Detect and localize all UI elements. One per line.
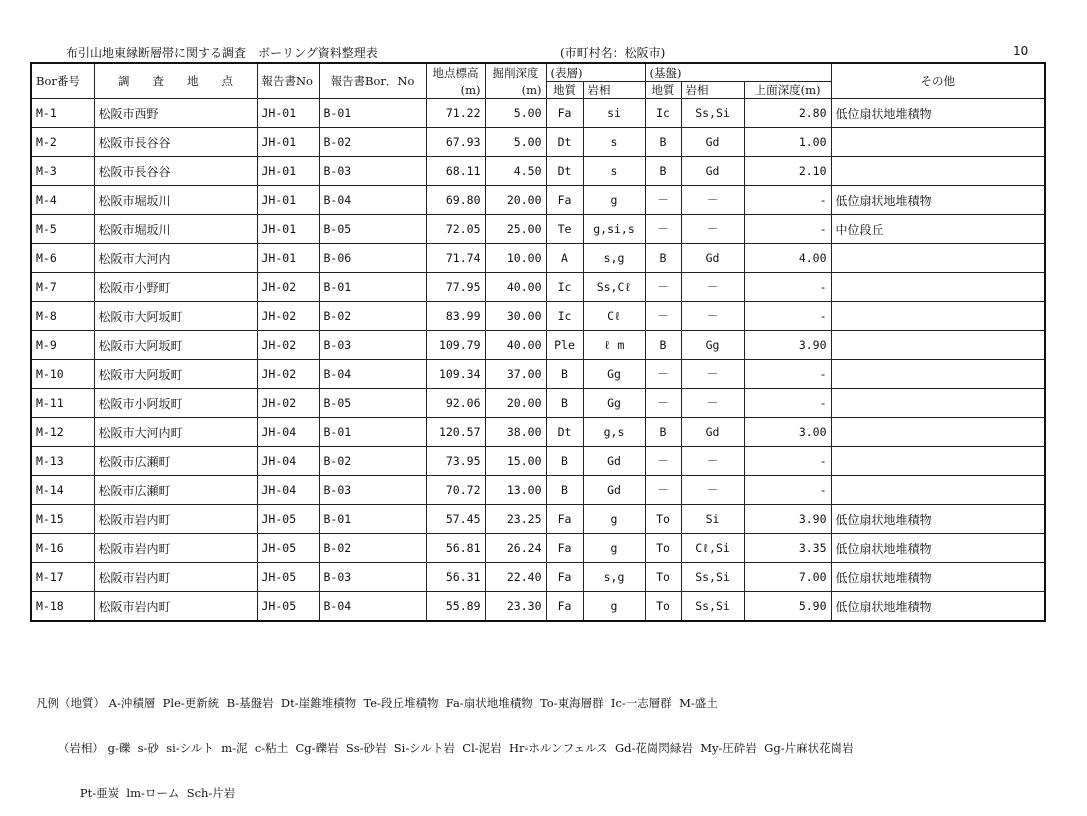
cell-other: 低位扇状地堆積物 — [831, 534, 1045, 563]
cell-top-depth: - — [744, 215, 831, 244]
cell-surface-lithology: g,si,s — [583, 215, 645, 244]
cell-surface-geology: Te — [546, 215, 583, 244]
cell-surface-lithology: g,s — [583, 418, 645, 447]
table-row — [31, 302, 1045, 331]
cell-elevation: 56.31 — [426, 563, 485, 592]
table-row — [31, 157, 1045, 186]
cell-base-geology: － — [645, 215, 681, 244]
cell-top-depth: 5.90 — [744, 592, 831, 622]
cell-location: 松阪市大阿坂町 — [94, 302, 257, 331]
cell-location: 松阪市広瀬町 — [94, 447, 257, 476]
table-row — [31, 418, 1045, 447]
table-row — [31, 389, 1045, 418]
cell-depth: 4.50 — [485, 157, 546, 186]
cell-bor-no: M-3 — [31, 157, 94, 186]
cell-base-lithology: Gg — [681, 331, 744, 360]
cell-bor-no: M-12 — [31, 418, 94, 447]
cell-depth: 5.00 — [485, 128, 546, 157]
cell-report-no: JH-05 — [257, 534, 319, 563]
document-title: 布引山地東縁断層帯に関する調査 ボーリング資料整理表 — [66, 46, 378, 60]
cell-depth: 26.24 — [485, 534, 546, 563]
cell-report-no: JH-04 — [257, 418, 319, 447]
cell-depth: 13.00 — [485, 476, 546, 505]
cell-report-no: JH-05 — [257, 592, 319, 622]
cell-top-depth: 3.90 — [744, 505, 831, 534]
header-report-no: 報告書No — [257, 63, 319, 99]
cell-surface-geology: Dt — [546, 128, 583, 157]
cell-other — [831, 302, 1045, 331]
cell-other: 低位扇状地堆積物 — [831, 592, 1045, 622]
cell-surface-geology: Dt — [546, 418, 583, 447]
cell-report-bor-no: B-05 — [319, 389, 426, 418]
cell-top-depth: - — [744, 302, 831, 331]
cell-report-no: JH-01 — [257, 215, 319, 244]
cell-report-no: JH-01 — [257, 244, 319, 273]
cell-base-lithology: Ss,Si — [681, 592, 744, 622]
cell-location: 松阪市広瀬町 — [94, 476, 257, 505]
cell-elevation: 55.89 — [426, 592, 485, 622]
cell-other: 低位扇状地堆積物 — [831, 563, 1045, 592]
legend-lithology-line-2: Pt-亜炭 lm-ローム Sch-片岩 — [36, 786, 236, 800]
cell-surface-geology: Fa — [546, 99, 583, 128]
cell-depth: 30.00 — [485, 302, 546, 331]
cell-base-lithology: － — [681, 447, 744, 476]
cell-bor-no: M-8 — [31, 302, 94, 331]
cell-location: 松阪市小野町 — [94, 273, 257, 302]
cell-bor-no: M-4 — [31, 186, 94, 215]
cell-report-no: JH-01 — [257, 99, 319, 128]
cell-report-no: JH-02 — [257, 302, 319, 331]
cell-surface-lithology: g — [583, 592, 645, 622]
cell-base-geology: B — [645, 157, 681, 186]
cell-other — [831, 447, 1045, 476]
cell-base-geology: － — [645, 476, 681, 505]
cell-location: 松阪市岩内町 — [94, 505, 257, 534]
cell-depth: 40.00 — [485, 331, 546, 360]
cell-report-bor-no: B-03 — [319, 157, 426, 186]
cell-report-no: JH-01 — [257, 128, 319, 157]
cell-base-lithology: Gd — [681, 418, 744, 447]
table-row — [31, 360, 1045, 389]
cell-location: 松阪市長谷谷 — [94, 157, 257, 186]
table-row — [31, 563, 1045, 592]
cell-location: 松阪市岩内町 — [94, 534, 257, 563]
cell-location: 松阪市大河内町 — [94, 418, 257, 447]
cell-surface-geology: Fa — [546, 592, 583, 622]
cell-other: 低位扇状地堆積物 — [831, 505, 1045, 534]
cell-base-lithology: Gd — [681, 157, 744, 186]
header-report-bor-no: 報告書Bor．No — [319, 63, 426, 99]
cell-report-bor-no: B-01 — [319, 505, 426, 534]
cell-top-depth: 2.10 — [744, 157, 831, 186]
city-label: (市町村名：松阪市) — [560, 46, 666, 60]
cell-base-geology: To — [645, 534, 681, 563]
cell-depth: 20.00 — [485, 186, 546, 215]
cell-surface-lithology: g — [583, 186, 645, 215]
table-row — [31, 244, 1045, 273]
cell-elevation: 83.99 — [426, 302, 485, 331]
cell-depth: 15.00 — [485, 447, 546, 476]
cell-base-geology: B — [645, 418, 681, 447]
cell-report-no: JH-02 — [257, 360, 319, 389]
cell-base-geology: B — [645, 331, 681, 360]
cell-base-lithology: － — [681, 389, 744, 418]
boring-data-table — [30, 62, 1046, 622]
cell-top-depth: - — [744, 389, 831, 418]
cell-base-geology: To — [645, 592, 681, 622]
table-row — [31, 186, 1045, 215]
header-top-depth: 上面深度(m) — [744, 82, 831, 99]
cell-report-bor-no: B-03 — [319, 563, 426, 592]
cell-report-bor-no: B-04 — [319, 592, 426, 622]
cell-other — [831, 476, 1045, 505]
cell-bor-no: M-17 — [31, 563, 94, 592]
cell-elevation: 57.45 — [426, 505, 485, 534]
table-row — [31, 505, 1045, 534]
cell-elevation: 92.06 — [426, 389, 485, 418]
page-number: 10 — [1013, 44, 1029, 58]
cell-surface-lithology: ℓ m — [583, 331, 645, 360]
cell-surface-geology: Fa — [546, 563, 583, 592]
header-depth: 掘削深度 — [485, 63, 546, 82]
cell-elevation: 120.57 — [426, 418, 485, 447]
cell-bor-no: M-14 — [31, 476, 94, 505]
table-row — [31, 534, 1045, 563]
cell-base-lithology: Cℓ,Si — [681, 534, 744, 563]
legend-geology-line: 凡例（地質） A-沖積層 Ple-更新統 B-基盤岩 Dt-崖錐堆積物 Te-段丘堆積物 Fa-扇状地堆積物 To-東海層群 Ic-一志層群 M-盛土 — [36, 696, 718, 710]
cell-surface-geology: B — [546, 476, 583, 505]
cell-bor-no: M-18 — [31, 592, 94, 622]
cell-report-no: JH-05 — [257, 563, 319, 592]
cell-report-bor-no: B-02 — [319, 128, 426, 157]
table-row — [31, 99, 1045, 128]
cell-report-no: JH-02 — [257, 273, 319, 302]
table-row — [31, 331, 1045, 360]
header-location: 調 査 地 点 — [94, 63, 257, 99]
cell-depth: 37.00 — [485, 360, 546, 389]
cell-base-lithology: Ss,Si — [681, 563, 744, 592]
table-row — [31, 592, 1045, 622]
cell-top-depth: 4.00 — [744, 244, 831, 273]
cell-surface-geology: Ic — [546, 273, 583, 302]
cell-base-geology: － — [645, 186, 681, 215]
cell-base-lithology: － — [681, 476, 744, 505]
cell-base-lithology: － — [681, 215, 744, 244]
cell-location: 松阪市西野 — [94, 99, 257, 128]
cell-surface-geology: Fa — [546, 534, 583, 563]
cell-surface-geology: B — [546, 447, 583, 476]
cell-report-bor-no: B-02 — [319, 447, 426, 476]
cell-bor-no: M-6 — [31, 244, 94, 273]
cell-elevation: 77.95 — [426, 273, 485, 302]
cell-location: 松阪市堀坂川 — [94, 215, 257, 244]
cell-depth: 20.00 — [485, 389, 546, 418]
cell-top-depth: 1.00 — [744, 128, 831, 157]
cell-elevation: 70.72 — [426, 476, 485, 505]
cell-report-no: JH-04 — [257, 476, 319, 505]
cell-bor-no: M-16 — [31, 534, 94, 563]
cell-location: 松阪市小阿坂町 — [94, 389, 257, 418]
cell-report-bor-no: B-01 — [319, 418, 426, 447]
cell-elevation: 71.22 — [426, 99, 485, 128]
cell-surface-geology: Ple — [546, 331, 583, 360]
cell-report-no: JH-01 — [257, 186, 319, 215]
cell-base-geology: To — [645, 505, 681, 534]
cell-elevation: 109.34 — [426, 360, 485, 389]
cell-other: 低位扇状地堆積物 — [831, 186, 1045, 215]
cell-report-bor-no: B-04 — [319, 186, 426, 215]
cell-other — [831, 389, 1045, 418]
cell-base-geology: B — [645, 244, 681, 273]
cell-report-bor-no: B-05 — [319, 215, 426, 244]
cell-elevation: 72.05 — [426, 215, 485, 244]
cell-top-depth: 3.35 — [744, 534, 831, 563]
cell-elevation: 109.79 — [426, 331, 485, 360]
cell-report-no: JH-05 — [257, 505, 319, 534]
cell-bor-no: M-10 — [31, 360, 94, 389]
header-elevation: 地点標高 — [426, 63, 485, 82]
cell-report-bor-no: B-03 — [319, 331, 426, 360]
cell-surface-lithology: Gg — [583, 389, 645, 418]
header-surface-geology: 地質 — [546, 82, 583, 99]
cell-location: 松阪市大河内 — [94, 244, 257, 273]
cell-surface-lithology: s,g — [583, 244, 645, 273]
cell-depth: 40.00 — [485, 273, 546, 302]
cell-surface-geology: A — [546, 244, 583, 273]
cell-report-no: JH-02 — [257, 331, 319, 360]
cell-surface-lithology: Gd — [583, 447, 645, 476]
cell-location: 松阪市岩内町 — [94, 563, 257, 592]
header-base-lithology: 岩相 — [681, 82, 744, 99]
header-base: (基盤) — [645, 63, 831, 82]
cell-depth: 10.00 — [485, 244, 546, 273]
cell-bor-no: M-5 — [31, 215, 94, 244]
cell-other: 低位扇状地堆積物 — [831, 99, 1045, 128]
cell-surface-geology: B — [546, 389, 583, 418]
cell-depth: 22.40 — [485, 563, 546, 592]
cell-surface-lithology: si — [583, 99, 645, 128]
cell-surface-lithology: g — [583, 534, 645, 563]
cell-base-lithology: Si — [681, 505, 744, 534]
table-row — [31, 447, 1045, 476]
cell-bor-no: M-1 — [31, 99, 94, 128]
cell-report-bor-no: B-02 — [319, 534, 426, 563]
cell-elevation: 68.11 — [426, 157, 485, 186]
cell-surface-lithology: Gd — [583, 476, 645, 505]
header-other: その他 — [831, 63, 1045, 99]
cell-bor-no: M-11 — [31, 389, 94, 418]
header-depth-unit: (m) — [485, 82, 546, 99]
cell-top-depth: 3.00 — [744, 418, 831, 447]
cell-elevation: 56.81 — [426, 534, 485, 563]
table-row — [31, 128, 1045, 157]
cell-other — [831, 418, 1045, 447]
cell-surface-geology: Ic — [546, 302, 583, 331]
header-elevation-unit: (m) — [426, 82, 485, 99]
cell-report-no: JH-02 — [257, 389, 319, 418]
cell-other — [831, 244, 1045, 273]
cell-surface-lithology: s,g — [583, 563, 645, 592]
cell-top-depth: - — [744, 360, 831, 389]
cell-location: 松阪市大阿坂町 — [94, 360, 257, 389]
cell-top-depth: - — [744, 476, 831, 505]
header-base-geology: 地質 — [645, 82, 681, 99]
cell-surface-geology: Fa — [546, 186, 583, 215]
cell-base-lithology: － — [681, 186, 744, 215]
cell-top-depth: - — [744, 273, 831, 302]
cell-base-geology: Ic — [645, 99, 681, 128]
cell-surface-lithology: Gg — [583, 360, 645, 389]
cell-bor-no: M-7 — [31, 273, 94, 302]
cell-other: 中位段丘 — [831, 215, 1045, 244]
cell-elevation: 69.80 — [426, 186, 485, 215]
legend-lithology-line: （岩相） g-礫 s-砂 si-シルト m-泥 c-粘土 Cg-礫岩 Ss-砂岩 Si-シルト岩 Cl-泥岩 Hr-ホルンフェルス Gd-花崗閃緑岩 My-圧砕岩 Gg-片麻状花崗岩 — [36, 741, 854, 755]
cell-top-depth: 7.00 — [744, 563, 831, 592]
cell-other — [831, 273, 1045, 302]
cell-other — [831, 331, 1045, 360]
table-row — [31, 273, 1045, 302]
cell-base-lithology: － — [681, 273, 744, 302]
cell-bor-no: M-13 — [31, 447, 94, 476]
cell-base-lithology: － — [681, 302, 744, 331]
cell-report-no: JH-01 — [257, 157, 319, 186]
cell-depth: 25.00 — [485, 215, 546, 244]
table-row — [31, 215, 1045, 244]
cell-report-bor-no: B-03 — [319, 476, 426, 505]
cell-elevation: 67.93 — [426, 128, 485, 157]
cell-depth: 23.25 — [485, 505, 546, 534]
cell-base-geology: － — [645, 360, 681, 389]
cell-elevation: 73.95 — [426, 447, 485, 476]
cell-report-bor-no: B-06 — [319, 244, 426, 273]
cell-other — [831, 157, 1045, 186]
cell-base-geology: To — [645, 563, 681, 592]
cell-location: 松阪市大阿坂町 — [94, 331, 257, 360]
legend — [36, 666, 854, 816]
cell-base-geology: － — [645, 302, 681, 331]
cell-top-depth: - — [744, 186, 831, 215]
cell-depth: 23.30 — [485, 592, 546, 622]
cell-surface-lithology: s — [583, 128, 645, 157]
cell-report-no: JH-04 — [257, 447, 319, 476]
cell-surface-lithology: Ss,Cℓ — [583, 273, 645, 302]
cell-location: 松阪市堀坂川 — [94, 186, 257, 215]
cell-base-geology: － — [645, 273, 681, 302]
cell-base-lithology: Ss,Si — [681, 99, 744, 128]
cell-surface-lithology: s — [583, 157, 645, 186]
header-bor-no: Bor番号 — [31, 63, 94, 99]
cell-elevation: 71.74 — [426, 244, 485, 273]
cell-location: 松阪市岩内町 — [94, 592, 257, 622]
cell-base-geology: B — [645, 128, 681, 157]
cell-base-lithology: Gd — [681, 128, 744, 157]
cell-top-depth: 3.90 — [744, 331, 831, 360]
cell-other — [831, 360, 1045, 389]
cell-top-depth: - — [744, 447, 831, 476]
cell-base-lithology: － — [681, 360, 744, 389]
cell-top-depth: 2.80 — [744, 99, 831, 128]
cell-bor-no: M-15 — [31, 505, 94, 534]
cell-surface-geology: Dt — [546, 157, 583, 186]
cell-base-geology: － — [645, 389, 681, 418]
header-surface-lithology: 岩相 — [583, 82, 645, 99]
header-surface: (表層) — [546, 63, 645, 82]
cell-base-geology: － — [645, 447, 681, 476]
cell-other — [831, 128, 1045, 157]
cell-bor-no: M-2 — [31, 128, 94, 157]
cell-report-bor-no: B-04 — [319, 360, 426, 389]
cell-report-bor-no: B-02 — [319, 302, 426, 331]
cell-bor-no: M-9 — [31, 331, 94, 360]
cell-surface-geology: B — [546, 360, 583, 389]
cell-surface-lithology: g — [583, 505, 645, 534]
cell-depth: 5.00 — [485, 99, 546, 128]
cell-report-bor-no: B-01 — [319, 273, 426, 302]
cell-location: 松阪市長谷谷 — [94, 128, 257, 157]
cell-base-lithology: Gd — [681, 244, 744, 273]
cell-surface-geology: Fa — [546, 505, 583, 534]
table-row — [31, 476, 1045, 505]
cell-depth: 38.00 — [485, 418, 546, 447]
cell-report-bor-no: B-01 — [319, 99, 426, 128]
cell-surface-lithology: Cℓ — [583, 302, 645, 331]
